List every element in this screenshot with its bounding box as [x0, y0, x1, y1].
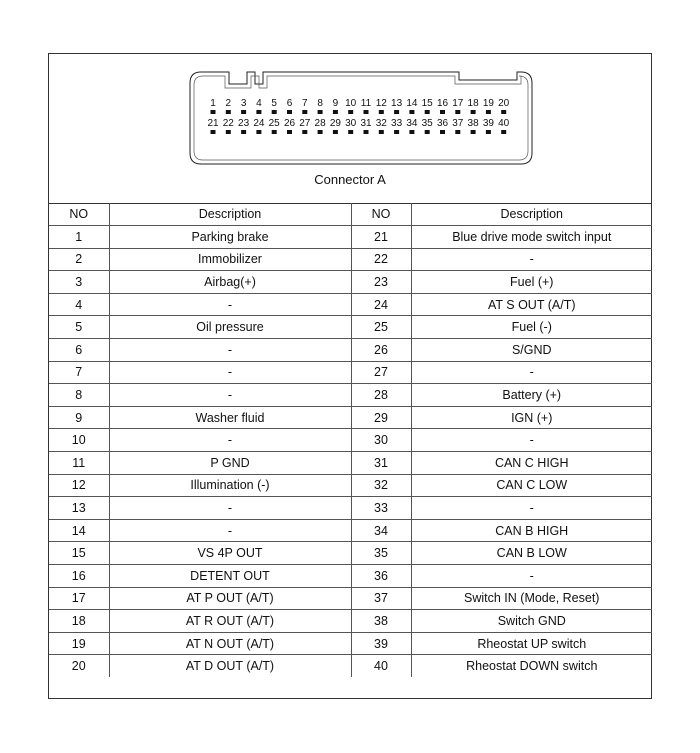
table-row — [49, 542, 652, 565]
pin-description-cell: AT R OUT (A/T) — [109, 610, 351, 633]
pin-number-cell: 26 — [351, 339, 411, 362]
pin-terminal — [318, 130, 323, 134]
pin-number-cell: 15 — [49, 542, 109, 565]
pin-description-cell: - — [109, 361, 351, 384]
pin-number-cell: 13 — [49, 497, 109, 520]
table-row — [49, 384, 652, 407]
pin-number-label: 15 — [421, 98, 433, 109]
pin-number-label: 18 — [467, 98, 479, 109]
pin-number-cell: 33 — [351, 497, 411, 520]
pin-number-cell: 23 — [351, 271, 411, 294]
pin-number-label: 35 — [421, 118, 433, 129]
pin-description-cell: - — [109, 384, 351, 407]
pin-terminal — [394, 130, 399, 134]
pin-terminal — [440, 130, 445, 134]
pin-number-cell: 2 — [49, 248, 109, 271]
pin-number-cell: 4 — [49, 293, 109, 316]
pin-number-label: 34 — [406, 118, 418, 129]
pin-number-cell: 21 — [351, 226, 411, 249]
pin-number-cell: 38 — [351, 610, 411, 633]
pin-number-label: 10 — [345, 98, 357, 109]
pin-number-cell: 10 — [49, 429, 109, 452]
pin-description-cell: - — [109, 519, 351, 542]
pin-number-cell: 1 — [49, 226, 109, 249]
pin-number-cell: 27 — [351, 361, 411, 384]
pin-terminal — [409, 130, 414, 134]
pin-number-cell: 5 — [49, 316, 109, 339]
pin-description-cell: - — [109, 339, 351, 362]
table-row — [49, 632, 652, 655]
pin-terminal — [394, 110, 399, 114]
pin-number-label: 16 — [436, 98, 449, 109]
pin-description-cell: Rheostat UP switch — [411, 632, 652, 655]
pin-number-label: 21 — [207, 118, 219, 129]
pin-number-label: 31 — [360, 118, 372, 129]
pin-number-cell: 25 — [351, 316, 411, 339]
pin-number-cell: 36 — [351, 565, 411, 588]
header-description-left: Description — [109, 203, 351, 226]
bottom-row-pins — [207, 118, 509, 134]
pin-number-cell: 9 — [49, 406, 109, 429]
pin-description-cell: - — [411, 565, 652, 588]
pin-description-cell: - — [109, 293, 351, 316]
pin-terminal — [425, 130, 430, 134]
pin-description-cell: DETENT OUT — [109, 565, 351, 588]
pin-number-label: 3 — [240, 98, 247, 109]
pin-description-cell: AT S OUT (A/T) — [411, 293, 652, 316]
pin-description-cell: - — [411, 361, 652, 384]
pin-terminal — [241, 110, 246, 114]
pin-terminal — [425, 110, 430, 114]
pin-description-cell: AT N OUT (A/T) — [109, 632, 351, 655]
pin-description-cell: Battery (+) — [411, 384, 652, 407]
pin-description-cell: - — [411, 248, 652, 271]
pin-number-label: 40 — [498, 118, 510, 129]
pin-terminal — [348, 130, 353, 134]
pin-number-label: 5 — [271, 98, 277, 109]
pin-terminal — [348, 110, 353, 114]
table-row — [49, 429, 652, 452]
pin-terminal — [471, 110, 476, 114]
pin-number-label: 36 — [436, 118, 449, 129]
pin-terminal — [241, 130, 246, 134]
connector-diagram-area — [49, 54, 651, 204]
pin-number-cell: 35 — [351, 542, 411, 565]
pin-terminal — [501, 110, 506, 114]
pin-terminal — [486, 110, 491, 114]
pin-number-label: 11 — [360, 98, 372, 109]
pin-number-cell: 3 — [49, 271, 109, 294]
pin-terminal — [302, 110, 307, 114]
pin-description-cell: Fuel (+) — [411, 271, 652, 294]
pin-description-cell: CAN C LOW — [411, 474, 652, 497]
table-row — [49, 271, 652, 294]
pin-number-label: 1 — [210, 98, 216, 109]
table-header-row — [49, 203, 652, 226]
pin-terminal — [226, 110, 231, 114]
pin-description-cell: Blue drive mode switch input — [411, 226, 652, 249]
pin-description-cell: IGN (+) — [411, 406, 652, 429]
pin-terminal — [211, 130, 216, 134]
pin-number-cell: 8 — [49, 384, 109, 407]
header-no-left: NO — [49, 203, 109, 226]
header-description-right: Description — [411, 203, 652, 226]
table-row — [49, 226, 652, 249]
pin-terminal — [440, 110, 445, 114]
pin-number-cell: 30 — [351, 429, 411, 452]
pin-number-label: 6 — [286, 98, 293, 109]
pin-number-label: 13 — [391, 98, 403, 109]
connector-caption: Connector A — [314, 172, 386, 187]
pin-number-label: 39 — [482, 118, 494, 129]
pin-number-label: 7 — [302, 98, 308, 109]
pin-terminal — [364, 130, 369, 134]
pin-number-label: 33 — [391, 118, 403, 129]
pin-number-label: 27 — [299, 118, 311, 129]
table-row — [49, 655, 652, 678]
pin-number-cell: 32 — [351, 474, 411, 497]
pin-description-cell: P GND — [109, 452, 351, 475]
pin-number-label: 23 — [238, 118, 250, 129]
pin-number-cell: 22 — [351, 248, 411, 271]
pin-terminal — [256, 110, 261, 114]
pin-number-label: 29 — [329, 118, 341, 129]
pin-description-cell: Oil pressure — [109, 316, 351, 339]
pin-terminal — [379, 130, 384, 134]
pin-number-cell: 18 — [49, 610, 109, 633]
connector-pinout-frame — [48, 53, 652, 699]
pin-terminal — [287, 130, 292, 134]
pin-description-cell: AT D OUT (A/T) — [109, 655, 351, 678]
pin-number-cell: 7 — [49, 361, 109, 384]
pin-terminal — [256, 130, 261, 134]
table-row — [49, 610, 652, 633]
pin-terminal — [379, 110, 384, 114]
pin-description-cell: Illumination (-) — [109, 474, 351, 497]
table-row — [49, 474, 652, 497]
pin-terminal — [318, 110, 323, 114]
pin-number-label: 30 — [345, 118, 357, 129]
table-row — [49, 293, 652, 316]
pin-number-cell: 20 — [49, 655, 109, 678]
pin-number-cell: 24 — [351, 293, 411, 316]
pin-number-label: 20 — [498, 98, 510, 109]
pin-description-cell: - — [109, 497, 351, 520]
top-row-pins — [210, 98, 509, 114]
table-row — [49, 587, 652, 610]
pin-description-cell: - — [411, 429, 652, 452]
pin-number-label: 24 — [253, 118, 265, 129]
pin-number-label: 38 — [467, 118, 479, 129]
pin-number-label: 37 — [452, 118, 464, 129]
pin-terminal — [272, 130, 277, 134]
pin-number-cell: 19 — [49, 632, 109, 655]
pin-number-label: 12 — [375, 98, 387, 109]
pin-description-cell: VS 4P OUT — [109, 542, 351, 565]
pin-terminal — [211, 110, 216, 114]
pin-terminal — [302, 130, 307, 134]
pin-number-label: 9 — [332, 98, 339, 109]
pin-number-cell: 34 — [351, 519, 411, 542]
table-row — [49, 406, 652, 429]
pin-number-label: 17 — [452, 98, 464, 109]
pin-number-cell: 39 — [351, 632, 411, 655]
table-row — [49, 452, 652, 475]
table-row — [49, 519, 652, 542]
pin-description-cell: Rheostat DOWN switch — [411, 655, 652, 678]
pin-description-cell: Airbag(+) — [109, 271, 351, 294]
pin-number-cell: 31 — [351, 452, 411, 475]
pin-terminal — [287, 110, 292, 114]
pin-number-label: 2 — [225, 98, 232, 109]
pin-number-cell: 40 — [351, 655, 411, 678]
pin-number-label: 22 — [222, 118, 234, 129]
pin-description-cell: - — [109, 429, 351, 452]
pin-number-label: 4 — [256, 98, 262, 109]
pin-description-cell: - — [411, 497, 652, 520]
pin-terminal — [364, 110, 369, 114]
pin-terminal — [455, 130, 460, 134]
pinout-table — [49, 203, 652, 677]
pin-number-label: 8 — [317, 98, 323, 109]
pin-number-label: 19 — [482, 98, 494, 109]
pin-description-cell: Washer fluid — [109, 406, 351, 429]
table-row — [49, 565, 652, 588]
pin-description-cell: S/GND — [411, 339, 652, 362]
pin-description-cell: CAN B HIGH — [411, 519, 652, 542]
pin-number-cell: 28 — [351, 384, 411, 407]
pin-description-cell: Parking brake — [109, 226, 351, 249]
table-row — [49, 316, 652, 339]
table-row — [49, 248, 652, 271]
pin-terminal — [501, 130, 506, 134]
pin-terminal — [333, 110, 338, 114]
pin-number-label: 26 — [283, 118, 296, 129]
pin-number-cell: 17 — [49, 587, 109, 610]
pin-description-cell: AT P OUT (A/T) — [109, 587, 351, 610]
pin-description-cell: Fuel (-) — [411, 316, 652, 339]
pin-number-label: 14 — [406, 98, 418, 109]
pin-terminal — [333, 130, 338, 134]
pin-description-cell: Immobilizer — [109, 248, 351, 271]
pin-terminal — [455, 110, 460, 114]
pin-terminal — [272, 110, 277, 114]
pin-terminal — [471, 130, 476, 134]
pin-number-label: 25 — [268, 118, 280, 129]
pin-number-cell: 16 — [49, 565, 109, 588]
pin-number-cell: 37 — [351, 587, 411, 610]
pin-terminal — [409, 110, 414, 114]
pin-number-cell: 29 — [351, 406, 411, 429]
pin-number-cell: 12 — [49, 474, 109, 497]
pin-description-cell: Switch GND — [411, 610, 652, 633]
pin-number-cell: 6 — [49, 339, 109, 362]
pin-number-label: 32 — [375, 118, 387, 129]
table-row — [49, 361, 652, 384]
table-row — [49, 497, 652, 520]
table-row — [49, 339, 652, 362]
pin-description-cell: CAN B LOW — [411, 542, 652, 565]
pin-description-cell: Switch IN (Mode, Reset) — [411, 587, 652, 610]
pin-terminal — [226, 130, 231, 134]
pin-number-cell: 14 — [49, 519, 109, 542]
pin-terminal — [486, 130, 491, 134]
pin-number-label: 28 — [314, 118, 326, 129]
header-no-right: NO — [351, 203, 411, 226]
pin-number-cell: 11 — [49, 452, 109, 475]
pin-description-cell: CAN C HIGH — [411, 452, 652, 475]
